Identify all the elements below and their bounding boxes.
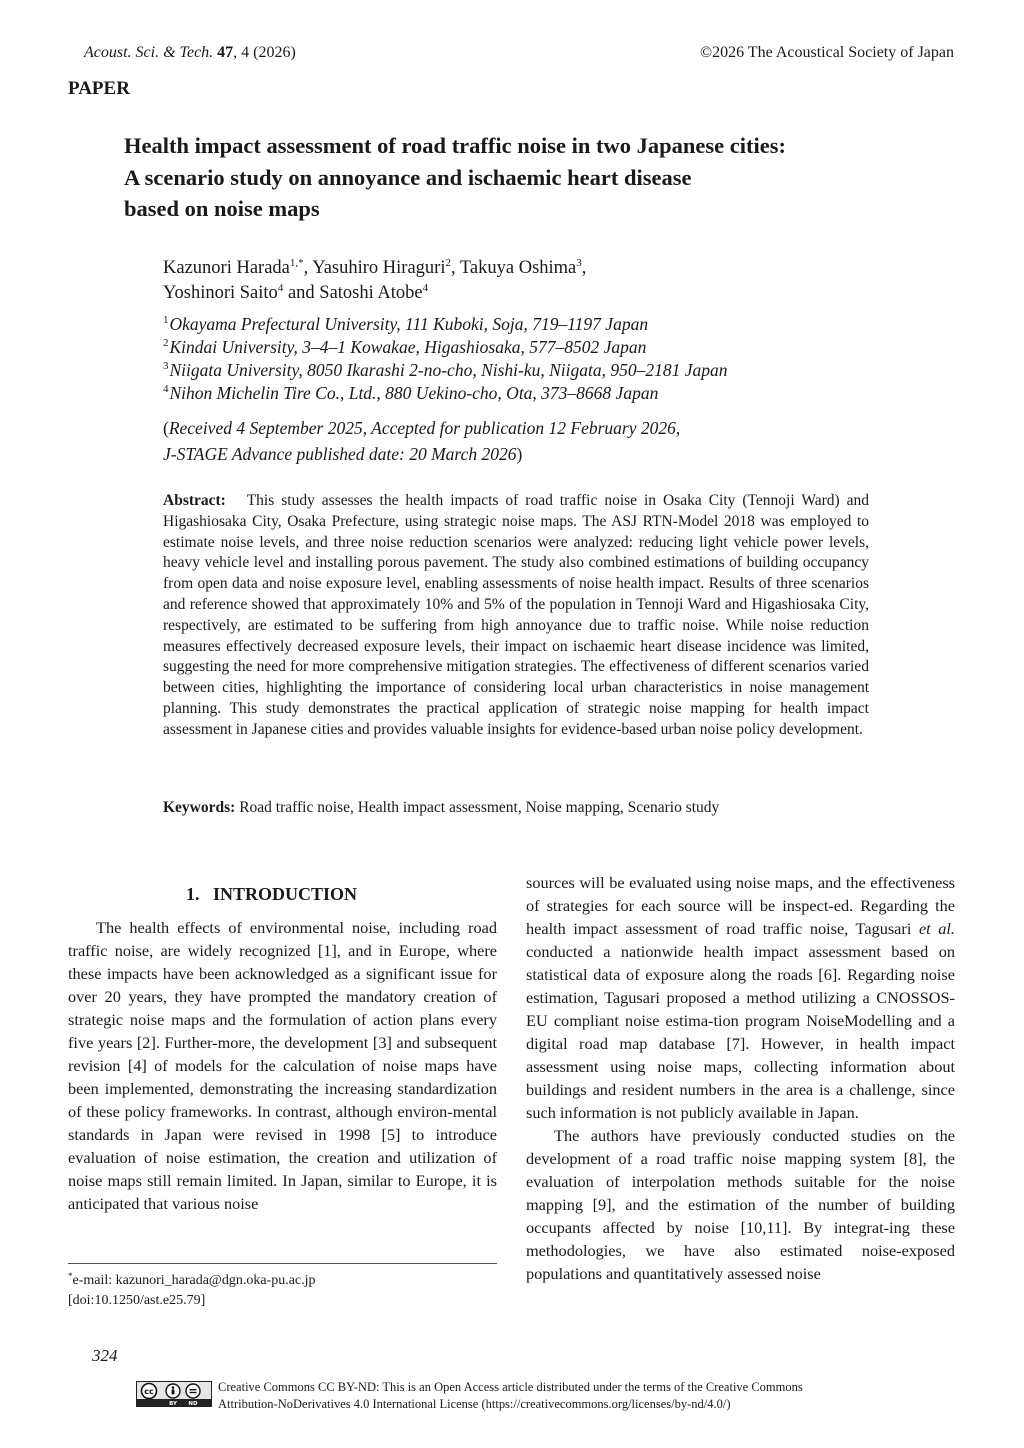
license-line: Creative Commons CC BY-ND: This is an Open Access article distributed under the terms of the Creative Commons	[218, 1380, 803, 1394]
author-separator: ,	[450, 258, 460, 278]
author-name: Takuya Oshima	[459, 258, 577, 278]
received-dates: (Received 4 September 2025, Accepted for publication 12 February 2026, J-STAGE Advance published date: 20 March 2026)	[163, 418, 681, 464]
abstract-text: This study assesses the health impacts of road traffic noise in Osaka City (Tennoji Ward) and Higashiosaka City, Osaka Prefecture, using strategic noise maps. The ASJ RTN-Model 2018 was employed to estimate noise levels, and three noise reduction scenarios were analyzed: reducing light vehicle power levels, heavy vehicle level and installing porous pavement. The study also combined estimations of building occupancy from open data and noise exposure level, enabling assessments of noise health impact. Results of three scenarios and reference showed that approximately 10% and 5% of the population in Tennoji Ward and Higashiosaka City, respectively, are estimated to be suffering from high annoyance due to traffic noise. While noise reduction measures effectively decreased exposure levels, their impact on ischaemic heart disease incidence was limited, suggesting the need for more comprehensive mitigation strategies. The effectiveness of different scenarios varied between cities, highlighting the importance of considering local urban characteristics in noise management planning. This study demonstrates the practical application of strategic noise mapping for health impact assessment in Japanese cities and provides valuable insights for evidence-based urban noise policy development.	[163, 492, 870, 738]
affiliation-number: 3	[163, 360, 169, 372]
body-text: sources will be evaluated using noise maps, and the effectiveness of strategies for each source will be inspect-ed. Regarding the health impact assessment of road traffic noise, Tagusari	[526, 873, 955, 938]
affiliation-number: 2	[163, 337, 169, 349]
body-text: conducted a nationwide health impact assessment based on statistical data of exposure along the roads [6]. Regarding noise estimation, Tagusari proposed a method utilizing a CNOSSOS-EU compliant noise estima-tion program NoiseModelling and a digital road map database [7]. However, in health impact assessment using noise maps, collecting information about buildings and resident numbers in the area is a challenge, since such information is not publicly available in Japan.	[526, 942, 955, 1122]
body-paragraph: The authors have previously conducted studies on the development of a road traffic noise mapping system [8], the evaluation of interpolation methods suitable for the noise mapping [9], and the estimation of the number of building occupants affected by noise [10,11]. By integrat-ing these methodologies, we have also estimated noise-exposed populations and quantitatively assessed noise	[526, 1126, 955, 1283]
journal-name: Acoust. Sci. & Tech.	[84, 44, 214, 61]
footnotes	[68, 1271, 316, 1311]
cc-badge-graphic	[137, 1382, 211, 1406]
left-column	[68, 916, 497, 1215]
paper-title	[124, 130, 924, 225]
keywords	[163, 797, 719, 818]
affiliation-text: Nihon Michelin Tire Co., Ltd., 880 Uekino-cho, Ota, 373–8668 Japan	[169, 383, 659, 403]
author-name: Kazunori Harada	[163, 258, 290, 278]
footnote-divider	[68, 1263, 497, 1264]
author-affil-mark: 3	[576, 257, 582, 269]
author-affil-mark: 1,*	[289, 257, 304, 269]
affiliation-number: 1	[163, 314, 169, 326]
section-heading-introduction: 1. INTRODUCTION	[186, 884, 358, 904]
running-header-copyright: ©2026 The Acoustical Society of Japan	[699, 44, 954, 61]
author-affil-mark: 4	[277, 282, 284, 294]
title-line: based on noise maps	[124, 196, 320, 221]
author-separator: ,	[303, 258, 313, 278]
author-affil-mark: 2	[445, 257, 451, 269]
received-line-1: Received 4 September 2025, Accepted for publication 12 February 2026,	[168, 418, 681, 438]
footnote-mark: *	[68, 1271, 73, 1281]
body-paragraph	[526, 871, 955, 1124]
affiliation	[163, 313, 728, 336]
title-line: A scenario study on annoyance and ischaemic heart disease	[124, 164, 692, 190]
svg-text:cc: cc	[144, 1387, 154, 1396]
body-paragraph: The health effects of environmental noise, including road traffic noise, are widely recognized [1], and in Europe, where these impacts have been acknowledged as a significant issue for over 20 years, they have prompted the mandatory creation of strategic noise maps and the formulation of action plans every five years [2]. Further-more, the development [3] and subsequent revision [4] of models for the calculation of noise maps have been implemented, demonstrating the increasing standardization of these policy frameworks. In contrast, although environ-mental standards in Japan were revised in 1998 [5] to introduce evaluation of noise estimation, the creation and utilization of noise maps still remain limited. In Japan, similar to Europe, it is anticipated that various noise	[68, 918, 497, 1213]
keywords-label: Keywords:	[163, 799, 236, 816]
running-header-journal	[84, 44, 296, 62]
affiliation-number: 4	[163, 383, 169, 395]
license-notice	[218, 1379, 803, 1413]
right-column	[526, 871, 955, 1285]
body-text-italic: et al.	[918, 919, 955, 938]
author-separator: and	[283, 283, 320, 303]
svg-text:BY: BY	[169, 1401, 177, 1406]
affiliation-text: Kindai University, 3–4–1 Kowakae, Higashiosaka, 577–8502 Japan	[169, 337, 647, 357]
page-number: 324	[92, 1346, 118, 1365]
author-name: Yoshinori Saito	[163, 283, 278, 303]
paper-type-label: PAPER	[68, 78, 130, 99]
affiliation	[163, 359, 728, 382]
keywords-text: Road traffic noise, Health impact assessment, Noise mapping, Scenario study	[239, 799, 720, 816]
affiliation-text: Okayama Prefectural University, 111 Kuboki, Soja, 719–1197 Japan	[169, 314, 649, 334]
abstract-label: Abstract:	[163, 492, 226, 509]
svg-text:ND: ND	[188, 1401, 198, 1406]
author-separator: ,	[581, 258, 587, 278]
journal-volume: 47	[217, 44, 234, 61]
abstract	[163, 491, 869, 741]
received-line-2: J-STAGE Advance published date: 20 March 2026	[163, 444, 517, 464]
author-name: Yasuhiro Hiraguri	[312, 258, 446, 278]
cc-by-nd-license-icon	[136, 1381, 212, 1407]
corresponding-email: e-mail: kazunori_harada@dgn.oka-pu.ac.jp	[72, 1273, 316, 1288]
author-list	[163, 256, 586, 306]
author-name: Satoshi Atobe	[319, 283, 423, 303]
author-affil-mark: 4	[422, 282, 429, 294]
affiliation-text: Niigata University, 8050 Ikarashi 2-no-cho, Nishi-ku, Niigata, 950–2181 Japan	[169, 360, 728, 380]
affiliation-list	[163, 313, 728, 405]
affiliation	[163, 382, 728, 405]
journal-issue-year: , 4 (2026)	[233, 44, 296, 61]
license-line: Attribution-NoDerivatives 4.0 International License (https://creativecommons.org/licenses/by-nd/4.0/)	[218, 1397, 731, 1411]
affiliation	[163, 336, 728, 359]
doi: [doi:10.1250/ast.e25.79]	[68, 1293, 206, 1308]
title-line: Health impact assessment of road traffic noise in two Japanese cities:	[124, 133, 787, 158]
